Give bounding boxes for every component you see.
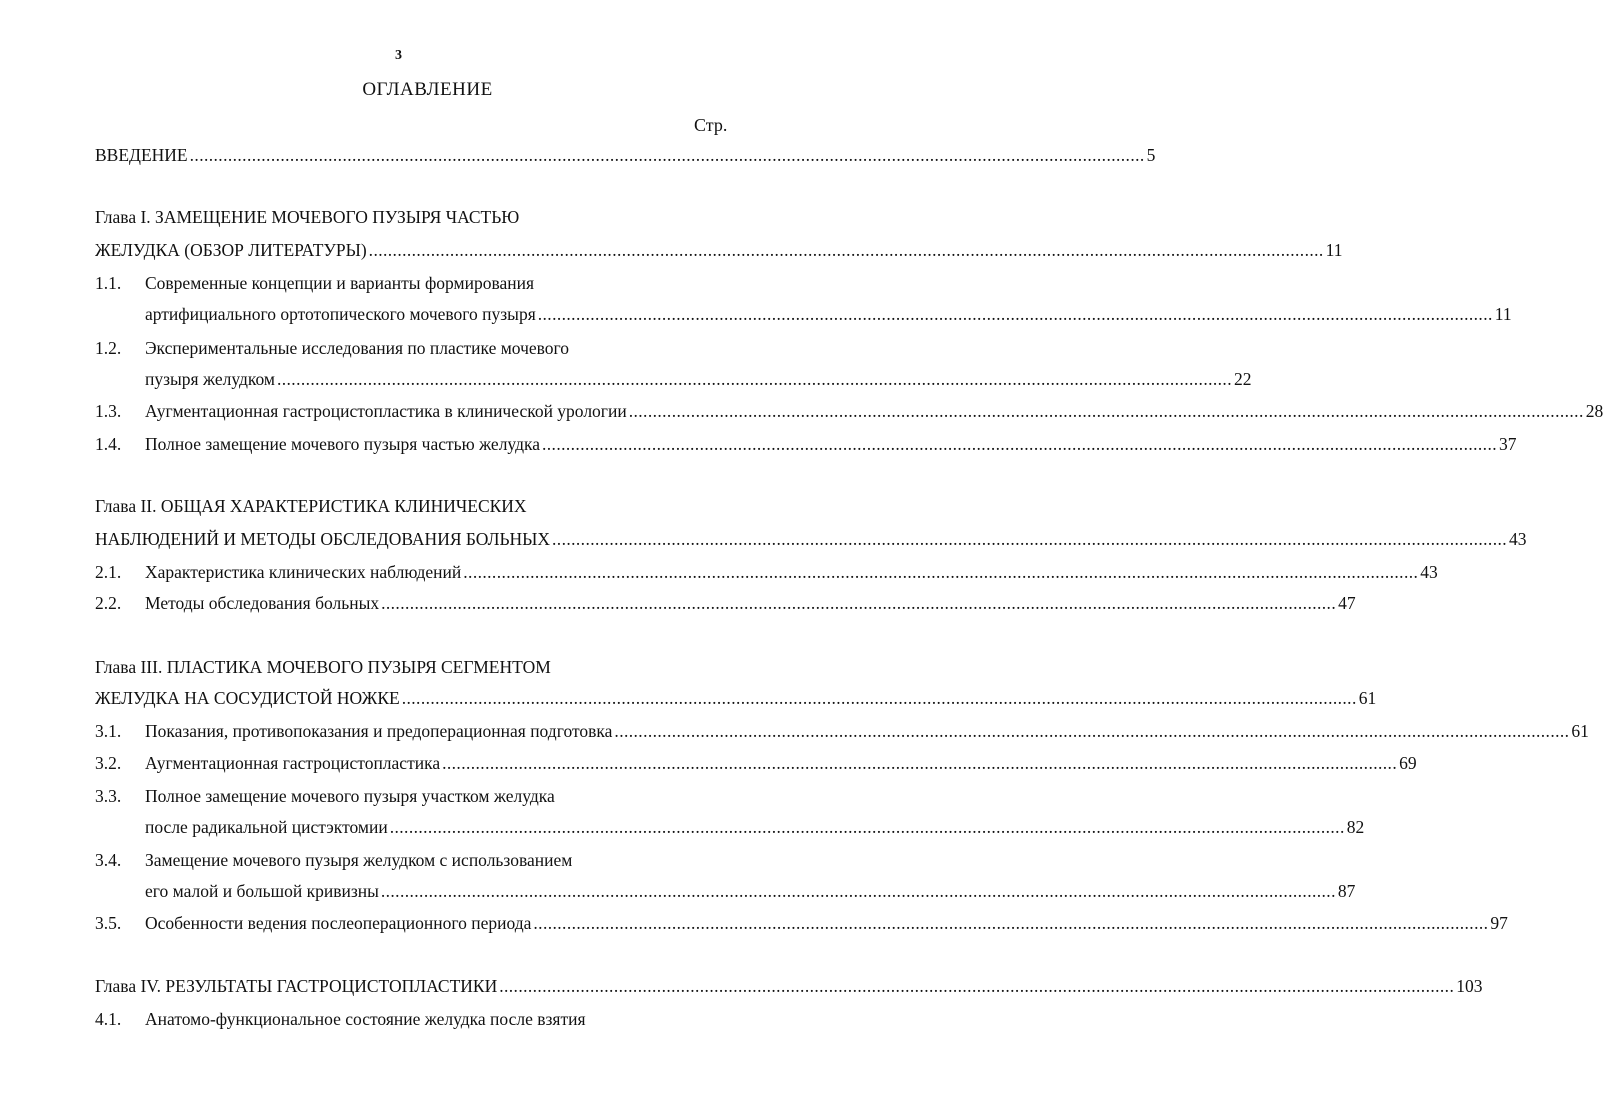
section-4-1-line1 (145, 1007, 723, 1031)
dot-leader: ........................................................................................................................................................................................................ (499, 976, 1455, 996)
entry-text: Анатомо-функциональное состояние желудка после взятия (145, 1009, 586, 1029)
dot-leader: ........................................................................................................................................................................................................ (389, 817, 1345, 837)
section-number: 3.4. (95, 850, 122, 870)
toc-entry-3-1[interactable] (145, 719, 1589, 743)
toc-entry-2-1[interactable] (145, 560, 1438, 584)
entry-text: НАБЛЮДЕНИЙ И МЕТОДЫ ОБСЛЕДОВАНИЯ БОЛЬНЫХ (95, 529, 551, 549)
entry-page: 28 (1585, 401, 1603, 421)
section-1-2-line1 (145, 336, 725, 360)
dot-leader: ........................................................................................................................................................................................................ (628, 401, 1584, 421)
section-number: 1.1. (95, 273, 122, 293)
section-number: 4.1. (95, 1009, 122, 1029)
dot-leader: ........................................................................................................................................................................................................ (401, 688, 1357, 708)
toc-entry-intro[interactable] (95, 143, 1156, 167)
entry-text: Глава III. ПЛАСТИКА МОЧЕВОГО ПУЗЫРЯ СЕГМЕНТОМ (95, 657, 551, 677)
entry-text: Полное замещение мочевого пузыря частью желудка (145, 434, 540, 454)
entry-page: 47 (1338, 593, 1356, 613)
toc-entry-3-4[interactable] (145, 879, 1356, 903)
dot-leader: ........................................................................................................................................................................................................ (368, 240, 1324, 260)
toc-entry-1-1[interactable] (145, 302, 1512, 326)
entry-page: 22 (1233, 369, 1252, 389)
entry-page: 61 (1358, 688, 1377, 708)
entry-page: 43 (1509, 529, 1527, 549)
entry-text: его малой и большой кривизны (145, 881, 379, 901)
toc-entry-chapter-1[interactable] (95, 238, 1343, 262)
entry-text: Экспериментальные исследования по пластике мочевого (145, 338, 570, 358)
section-number: 3.1. (95, 721, 122, 741)
entry-page: 11 (1325, 240, 1343, 260)
dot-leader: ........................................................................................................................................................................................................ (463, 562, 1419, 582)
entry-page: 5 (1146, 145, 1156, 165)
section-number: 2.2. (95, 593, 122, 613)
toc-entry-1-3[interactable] (145, 399, 1603, 423)
entry-text: Глава I. ЗАМЕЩЕНИЕ МОЧЕВОГО ПУЗЫРЯ ЧАСТЬЮ (95, 207, 520, 227)
entry-page: 69 (1399, 753, 1417, 773)
dot-leader: ........................................................................................................................................................................................................ (552, 529, 1508, 549)
entry-text: Современные концепции и варианты формирования (145, 273, 535, 293)
entry-text: Полное замещение мочевого пузыря участком желудка (145, 786, 555, 806)
entry-page: 37 (1499, 434, 1517, 454)
entry-text: Глава II. ОБЩАЯ ХАРАКТЕРИСТИКА КЛИНИЧЕСКИХ (95, 496, 527, 516)
entry-text: Показания, противопоказания и предоперационная подготовка (145, 721, 613, 741)
dot-leader: ........................................................................................................................................................................................................ (381, 593, 1337, 613)
entry-text: артифициального ортотопического мочевого пузыря (145, 304, 536, 324)
section-number: 1.2. (95, 338, 122, 358)
entry-text: Замещение мочевого пузыря желудком с использованием (145, 850, 573, 870)
dot-leader: ........................................................................................................................................................................................................ (276, 369, 1232, 389)
toc-entry-chapter-4[interactable] (95, 974, 1483, 998)
dot-leader: ........................................................................................................................................................................................................ (537, 304, 1493, 324)
section-3-3-line1 (145, 784, 723, 808)
toc-entry-3-5[interactable] (145, 911, 1508, 935)
section-number: 1.3. (95, 401, 122, 421)
entry-text: ВВЕДЕНИЕ (95, 145, 188, 165)
toc-entry-3-3[interactable] (145, 815, 1365, 839)
chapter-2-title (95, 494, 715, 518)
entry-text: Характеристика клинических наблюдений (145, 562, 462, 582)
entry-page: 103 (1456, 976, 1483, 996)
toc-entry-1-2[interactable] (145, 367, 1252, 391)
entry-page: 61 (1571, 721, 1589, 741)
toc-entry-3-2[interactable] (145, 751, 1417, 775)
section-number: 2.1. (95, 562, 122, 582)
page-number: 3 (395, 48, 402, 63)
entry-page: 82 (1346, 817, 1365, 837)
entry-text: Методы обследования больных (145, 593, 380, 613)
entry-text: Особенности ведения послеоперационного периода (145, 913, 532, 933)
toc-title: ОГЛАВЛЕНИЕ (362, 79, 493, 100)
entry-text: Аугментационная гастроцистопластика в клинической урологии (145, 401, 627, 421)
entry-text: пузыря желудком (145, 369, 275, 389)
entry-text: ЖЕЛУДКА (ОБЗОР ЛИТЕРАТУРЫ) (95, 240, 367, 260)
toc-entry-chapter-3[interactable] (95, 686, 1377, 710)
chapter-1-title (95, 205, 713, 229)
dot-leader: ........................................................................................................................................................................................................ (189, 145, 1145, 165)
dot-leader: ........................................................................................................................................................................................................ (542, 434, 1497, 454)
entry-page: 43 (1420, 562, 1438, 582)
dot-leader: ........................................................................................................................................................................................................ (380, 881, 1336, 901)
dot-leader: ........................................................................................................................................................................................................ (533, 913, 1489, 933)
section-3-4-line1 (145, 848, 723, 872)
section-number: 1.4. (95, 434, 122, 454)
section-number: 3.3. (95, 786, 122, 806)
dot-leader: ........................................................................................................................................................................................................ (614, 721, 1570, 741)
dot-leader: ........................................................................................................................................................................................................ (442, 753, 1398, 773)
section-number: 3.2. (95, 753, 122, 773)
toc-entry-1-4[interactable] (145, 432, 1517, 456)
entry-page: 97 (1490, 913, 1508, 933)
entry-text: ЖЕЛУДКА НА СОСУДИСТОЙ НОЖКЕ (95, 688, 400, 708)
toc-entry-2-2[interactable] (145, 591, 1356, 615)
entry-page: 11 (1494, 304, 1512, 324)
page-column-label: Стр. (694, 115, 728, 135)
toc-entry-chapter-2[interactable] (95, 527, 1527, 551)
entry-text: Аугментационная гастроцистопластика (145, 753, 441, 773)
entry-text: Глава IV. РЕЗУЛЬТАТЫ ГАСТРОЦИСТОПЛАСТИКИ (95, 976, 498, 996)
section-1-1-line1 (145, 271, 725, 295)
entry-page: 87 (1337, 881, 1356, 901)
chapter-3-title (95, 655, 715, 679)
entry-text: после радикальной цистэктомии (145, 817, 388, 837)
section-number: 3.5. (95, 913, 122, 933)
